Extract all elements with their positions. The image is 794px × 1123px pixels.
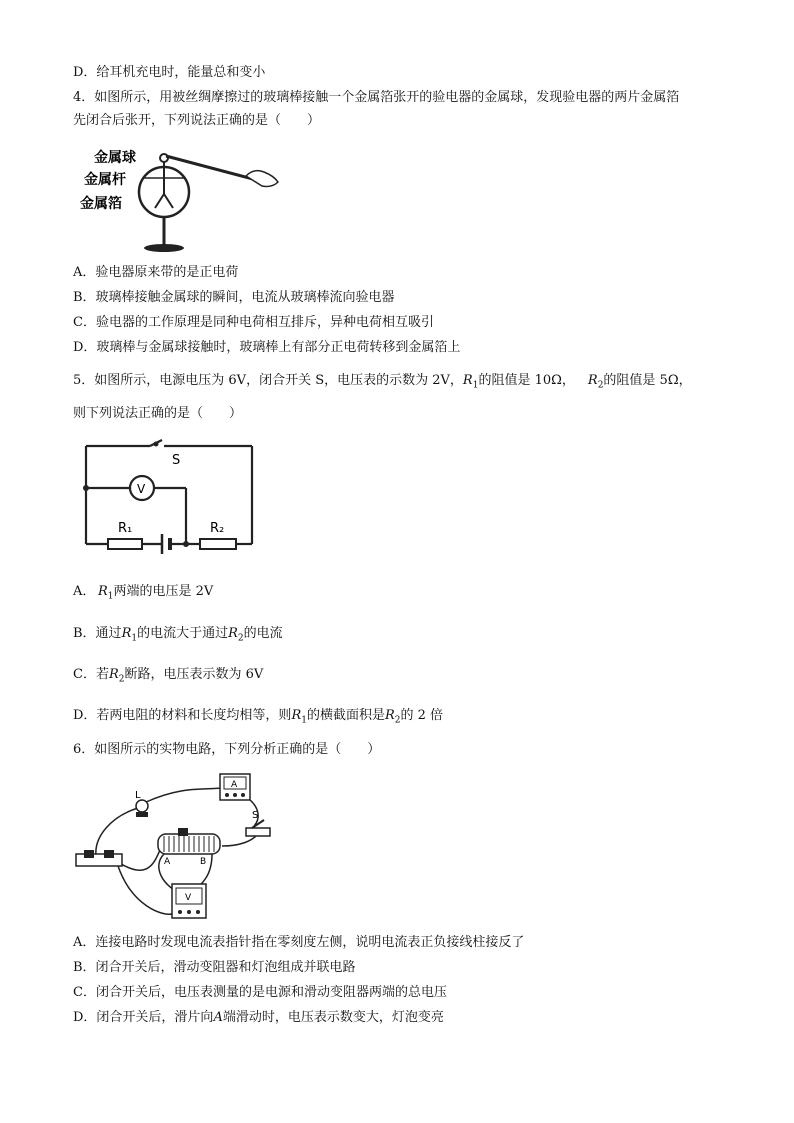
q3-option-d: D．给耳机充电时，能量总和变小 (73, 65, 266, 80)
q5-option-c: C．若$R_2$断路，电压表示数为 6V (73, 667, 264, 685)
q4-option-b: B．玻璃棒接触金属球的瞬间，电流从玻璃棒流向验电器 (73, 290, 395, 305)
q6-option-c: C．闭合开关后，电压表测量的是电源和滑动变阻器两端的总电压 (73, 985, 447, 1000)
circuit-diagram-q5 (78, 436, 260, 558)
q4-stem-line1: 4．如图所示，用被丝绸摩擦过的玻璃棒接触一个金属箔张开的验电器的金属球，发现验电器的两片金属箔 (73, 90, 680, 105)
q6-option-b: B．闭合开关后，滑动变阻器和灯泡组成并联电路 (73, 960, 356, 975)
label-metal-foil: 金属箔 (80, 196, 122, 212)
q5-option-d: D．若两电阻的材料和长度均相等，则$R_1$的横截面积是$R_2$的 2 倍 (73, 708, 444, 726)
physical-circuit-figure (72, 766, 278, 926)
q6-stem: 6．如图所示的实物电路，下列分析正确的是（ ） (73, 742, 381, 757)
q5-option-a: A． $R_1$两端的电压是 2V (73, 584, 214, 602)
q6-option-a: A．连接电路时发现电流表指针指在零刻度左侧，说明电流表正负接线柱接反了 (73, 935, 525, 950)
q5-stem-line1: 5．如图所示，电源电压为 6V，闭合开关 S，电压表的示数为 2V，$R_1$的阻值是 10Ω， $R_2$的阻值是 5Ω， (73, 373, 692, 391)
ammeter-label: A (231, 780, 238, 790)
voltmeter-label-q6: V (185, 893, 192, 903)
switch-label-q6: S (252, 810, 259, 821)
r2-label: R₂ (210, 521, 225, 536)
voltmeter-label: V (137, 482, 146, 496)
rheostat-end-b: B (200, 857, 207, 867)
q4-option-a: A．验电器原来带的是正电荷 (73, 265, 239, 280)
electroscope-figure (78, 142, 300, 260)
lamp-label: L (135, 790, 141, 801)
q5-option-b: B．通过$R_1$的电流大于通过$R_2$的电流 (73, 626, 283, 644)
rheostat-end-a: A (164, 857, 171, 867)
label-metal-ball: 金属球 (94, 150, 136, 166)
r1-label: R₁ (118, 521, 133, 536)
switch-label: S (172, 453, 181, 468)
q6-option-d: D．闭合开关后，滑片向A端滑动时，电压表示数变大，灯泡变亮 (73, 1010, 444, 1025)
label-metal-rod: 金属杆 (84, 172, 126, 188)
q4-option-c: C．验电器的工作原理是同种电荷相互排斥，异种电荷相互吸引 (73, 315, 434, 330)
q4-stem-line2: 先闭合后张开，下列说法正确的是（ ） (73, 113, 321, 128)
q4-option-d: D．玻璃棒与金属球接触时，玻璃棒上有部分正电荷转移到金属箔上 (73, 340, 461, 355)
q5-stem-line2: 则下列说法正确的是（ ） (73, 406, 243, 421)
